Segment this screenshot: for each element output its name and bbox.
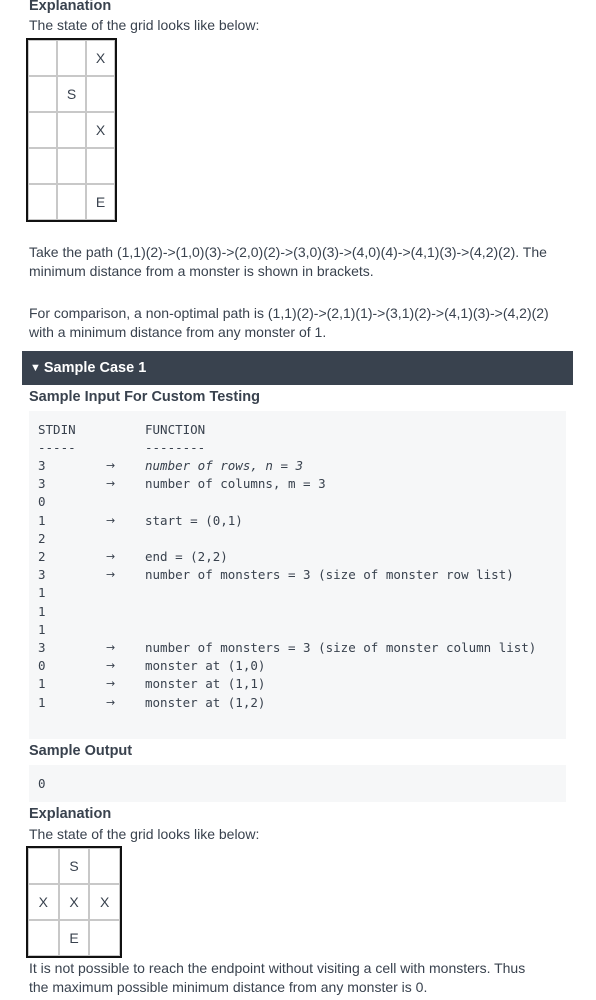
comparison-line-2: with a minimum distance from any monster of 1.	[29, 324, 327, 340]
grid-diagram-1	[26, 38, 117, 222]
function-description: monster at (1,0)	[145, 658, 266, 674]
grid2-cell: E	[59, 920, 90, 956]
explanation-path-line-1: Take the path (1,1)(2)->(1,0)(3)->(2,0)(2)->(3,0)(3)->(4,0)(4)->(4,1)(3)->(4,2)(2). The	[29, 244, 547, 260]
grid2-cell: X	[89, 884, 120, 920]
sample-output-heading: Sample Output	[29, 743, 133, 759]
arrow-right-icon: →	[106, 641, 116, 654]
explanation-2-intro: The state of the grid looks like below:	[29, 826, 260, 842]
grid1-cell	[57, 40, 86, 76]
grid2-cell	[28, 920, 59, 956]
explanation-path-line-2: minimum distance from a monster is shown in brackets.	[29, 263, 374, 279]
sample-input-heading: Sample Input For Custom Testing	[29, 389, 260, 405]
grid1-cell	[28, 40, 57, 76]
grid1-cell	[57, 112, 86, 148]
explanation-2-line-2: the maximum possible minimum distance from any monster is 0.	[29, 979, 428, 995]
stdin-value: 0	[38, 658, 46, 674]
stdin-value: 3	[38, 640, 46, 655]
stdin-value: 1	[38, 694, 46, 710]
function-description: number of monsters = 3 (size of monster row list)	[145, 567, 514, 583]
stdin-value: 1	[38, 512, 46, 528]
stdin-value: 2	[38, 530, 46, 546]
arrow-right-icon: →	[106, 513, 116, 527]
grid2-cell: S	[59, 848, 90, 884]
caret-down-icon: ▼	[30, 362, 41, 374]
explanation-2-heading: Explanation	[29, 806, 112, 822]
grid1-cell	[28, 112, 57, 148]
function-description: end = (2,2)	[145, 549, 228, 564]
function-description: number of columns, m = 3	[145, 476, 326, 492]
stdin-value: 3	[38, 567, 46, 583]
sample-output-value: 0	[38, 776, 46, 791]
function-description: monster at (1,2)	[145, 694, 266, 710]
stdin-rule: -----	[38, 440, 76, 455]
sample-case-toggle[interactable]	[22, 351, 573, 385]
stdin-value: 3	[38, 476, 46, 492]
stdin-value: 2	[38, 549, 46, 564]
function-rule: --------	[145, 440, 206, 455]
grid2-cell	[89, 920, 120, 956]
grid2-cell: X	[28, 884, 59, 920]
explanation-heading: Explanation	[29, 0, 112, 14]
arrow-right-icon: →	[106, 477, 116, 491]
arrow-right-icon: →	[106, 659, 116, 673]
grid1-cell	[57, 148, 86, 184]
stdin-value: 1	[38, 621, 46, 637]
arrow-right-icon: →	[106, 550, 116, 563]
function-description: number of rows, n = 3	[145, 458, 304, 473]
grid1-cell: X	[86, 40, 115, 76]
grid1-cell: E	[86, 184, 115, 220]
grid1-cell	[28, 148, 57, 184]
grid1-cell	[28, 76, 57, 112]
sample-output-box	[29, 765, 566, 802]
grid1-cell	[86, 76, 115, 112]
comparison-line-1: For comparison, a non-optimal path is (1,1)(2)->(2,1)(1)->(3,1)(2)->(4,1)(3)->(4,2)(2)	[29, 305, 549, 321]
function-header: FUNCTION	[145, 422, 206, 437]
grid1-cell: X	[86, 112, 115, 148]
function-description: number of monsters = 3 (size of monster column list)	[145, 640, 537, 655]
grid1-cell	[57, 184, 86, 220]
sample-case-label: Sample Case 1	[43, 360, 147, 376]
arrow-right-icon: →	[106, 568, 116, 582]
stdin-value: 1	[38, 603, 46, 619]
stdin-header: STDIN	[38, 422, 76, 437]
grid-diagram-2	[26, 846, 122, 958]
grid2-cell: X	[59, 884, 90, 920]
stdin-value: 1	[38, 676, 46, 692]
explanation-intro: The state of the grid looks like below:	[29, 17, 260, 33]
grid1-cell	[28, 184, 57, 220]
grid2-cell	[28, 848, 59, 884]
arrow-right-icon: →	[106, 695, 116, 709]
grid1-cell	[86, 148, 115, 184]
grid1-cell: S	[57, 76, 86, 112]
stdin-value: 3	[38, 458, 46, 473]
arrow-right-icon: →	[106, 677, 116, 691]
stdin-value: 0	[38, 494, 46, 510]
explanation-2-line-1: It is not possible to reach the endpoint without visiting a cell with monsters. Thus	[29, 960, 526, 976]
arrow-right-icon: →	[106, 459, 116, 472]
stdin-value: 1	[38, 585, 46, 601]
function-description: start = (0,1)	[145, 512, 243, 528]
grid2-cell	[89, 848, 120, 884]
function-description: monster at (1,1)	[145, 676, 266, 692]
